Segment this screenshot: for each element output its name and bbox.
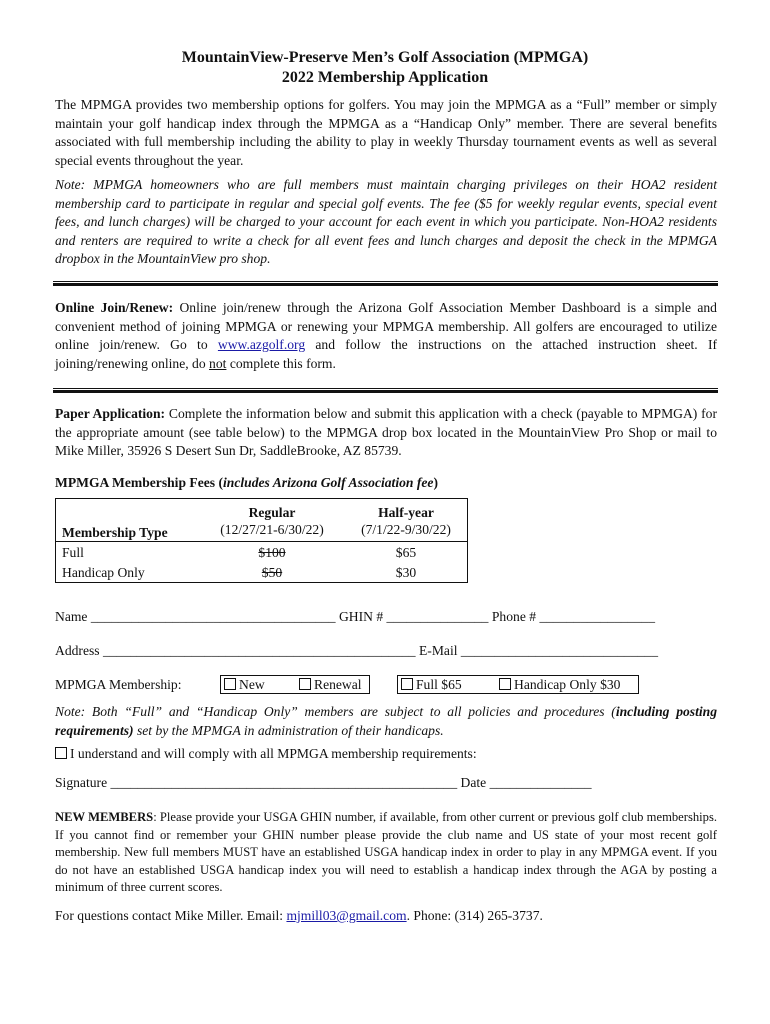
paper-section — [55, 405, 717, 461]
signature-date-line[interactable]: Signature ___________________________________________________ Date _______________ — [55, 775, 592, 790]
new-members-label: NEW MEMBERS — [55, 810, 154, 824]
full-option[interactable]: Full $65 — [401, 677, 462, 693]
paper-label: Paper Application: — [55, 406, 166, 421]
note-paragraph: Note: MPMGA homeowners who are full members must maintain charging privileges on their HOA2 resident membership card to participate in regular and special golf events. The fee ($5 for weekly regular events, special event fees, and lunch charges) will be charged to your account for each event in which you participate. Non-HOA2 residents and renters are required to write a check for all event fees and lunch charges and deposit the check in the MPMGA dropbox in the MountainView pro shop. — [55, 177, 717, 266]
online-label: Online Join/Renew: — [55, 300, 174, 315]
new-renewal-group — [220, 675, 370, 694]
new-checkbox[interactable] — [224, 678, 236, 690]
online-text-c: complete this form. — [226, 355, 336, 371]
comply-checkbox[interactable] — [55, 747, 67, 759]
paper-text: Complete the information below and submit this application with a check (payable to MPMGA) for the appropriate amount (see table below) to the MPMGA drop box located in the MountainView Pro Shop or mail to Mike Miller, 35926 S Desert Sun Dr, SaddleBrooke, AZ 85739. — [55, 406, 718, 458]
section-divider — [53, 281, 718, 286]
row-full-half: $65 — [395, 545, 417, 560]
intro-paragraph: The MPMGA provides two membership options for golfers. You may join the MPMGA as a “Full” member or simply maintain your golf handicap index through the MPMGA as a “Handicap Only” member. There are several benefits associated with full membership including the ability to play in weekly Thursday tournament events as well as several special events throughout the year. — [55, 97, 717, 168]
online-text-b: and follow the instructions on the attached instruction sheet. If joining/renewing online, do — [55, 337, 718, 371]
row-handicap-half: $30 — [395, 565, 417, 580]
full-checkbox[interactable] — [401, 678, 413, 690]
col-type-header: Membership Type — [62, 525, 168, 540]
row-full-type: Full — [62, 545, 84, 560]
row-full-regular: $100 — [258, 545, 286, 560]
renewal-checkbox[interactable] — [299, 678, 311, 690]
new-option[interactable]: New — [224, 677, 265, 693]
fees-table — [55, 498, 468, 583]
comply-statement[interactable]: I understand and will comply with all MPMGA membership requirements: — [55, 746, 477, 762]
handicap-option[interactable]: Handicap Only $30 — [499, 677, 620, 693]
table-divider — [56, 541, 467, 542]
row-handicap-regular: $50 — [261, 565, 283, 580]
new-members-paragraph: NEW MEMBERS: Please provide your USGA GHIN number, if available, from other current or previous golf club memberships. If you cannot find or remember your GHIN number please provide the club name and US state of your most recent golf membership. New full members MUST have an established USGA handicap index in order to play in any MPMGA event. If you do not have an established USGA handicap index you will need to establish a handicap index through the AGA by posting a minimum of three current scores. — [55, 810, 717, 894]
name-ghin-phone-line[interactable]: Name ____________________________________ GHIN # _______________ Phone # _________________ — [55, 609, 655, 624]
membership-label: MPMGA Membership: — [55, 677, 182, 692]
online-not: not — [209, 355, 227, 371]
page-subtitle: 2022 Membership Application — [281, 69, 489, 86]
online-text-a: Online join/renew through the Arizona Golf Association Member Dashboard is a simple and convenient method of joining MPMGA or renewing your MPMGA membership. All golfers are encouraged to utilize online join/renew. Go to — [55, 300, 717, 352]
contact-email-link[interactable]: mjmill03@gmail.com — [286, 908, 407, 923]
policy-note: Note: Both “Full” and “Handicap Only” members are subject to all policies and procedures (including posting requirements) set by the MPMGA in administration of their handicaps. — [55, 704, 717, 738]
col-half-header: Half-year — [378, 505, 434, 520]
page-title: MountainView-Preserve Men’s Golf Association (MPMGA) — [181, 49, 589, 66]
membership-type-group — [397, 675, 639, 694]
section-divider — [53, 388, 718, 393]
col-half-dates: (7/1/22-9/30/22) — [361, 522, 451, 537]
col-regular-dates: (12/27/21-6/30/22) — [220, 522, 324, 537]
renewal-option[interactable]: Renewal — [299, 677, 362, 693]
azgolf-link[interactable]: www.azgolf.org — [217, 337, 306, 352]
fees-heading: MPMGA Membership Fees (includes Arizona Golf Association fee) — [55, 475, 438, 490]
online-section — [55, 299, 717, 373]
contact-line: For questions contact Mike Miller. Email: mjmill03@gmail.com. Phone: (314) 265-3737. — [55, 908, 543, 923]
row-handicap-type: Handicap Only — [62, 565, 145, 580]
address-email-line[interactable]: Address ______________________________________________ E-Mail _____________________________ — [55, 643, 659, 658]
col-regular-header: Regular — [248, 505, 296, 520]
handicap-checkbox[interactable] — [499, 678, 511, 690]
